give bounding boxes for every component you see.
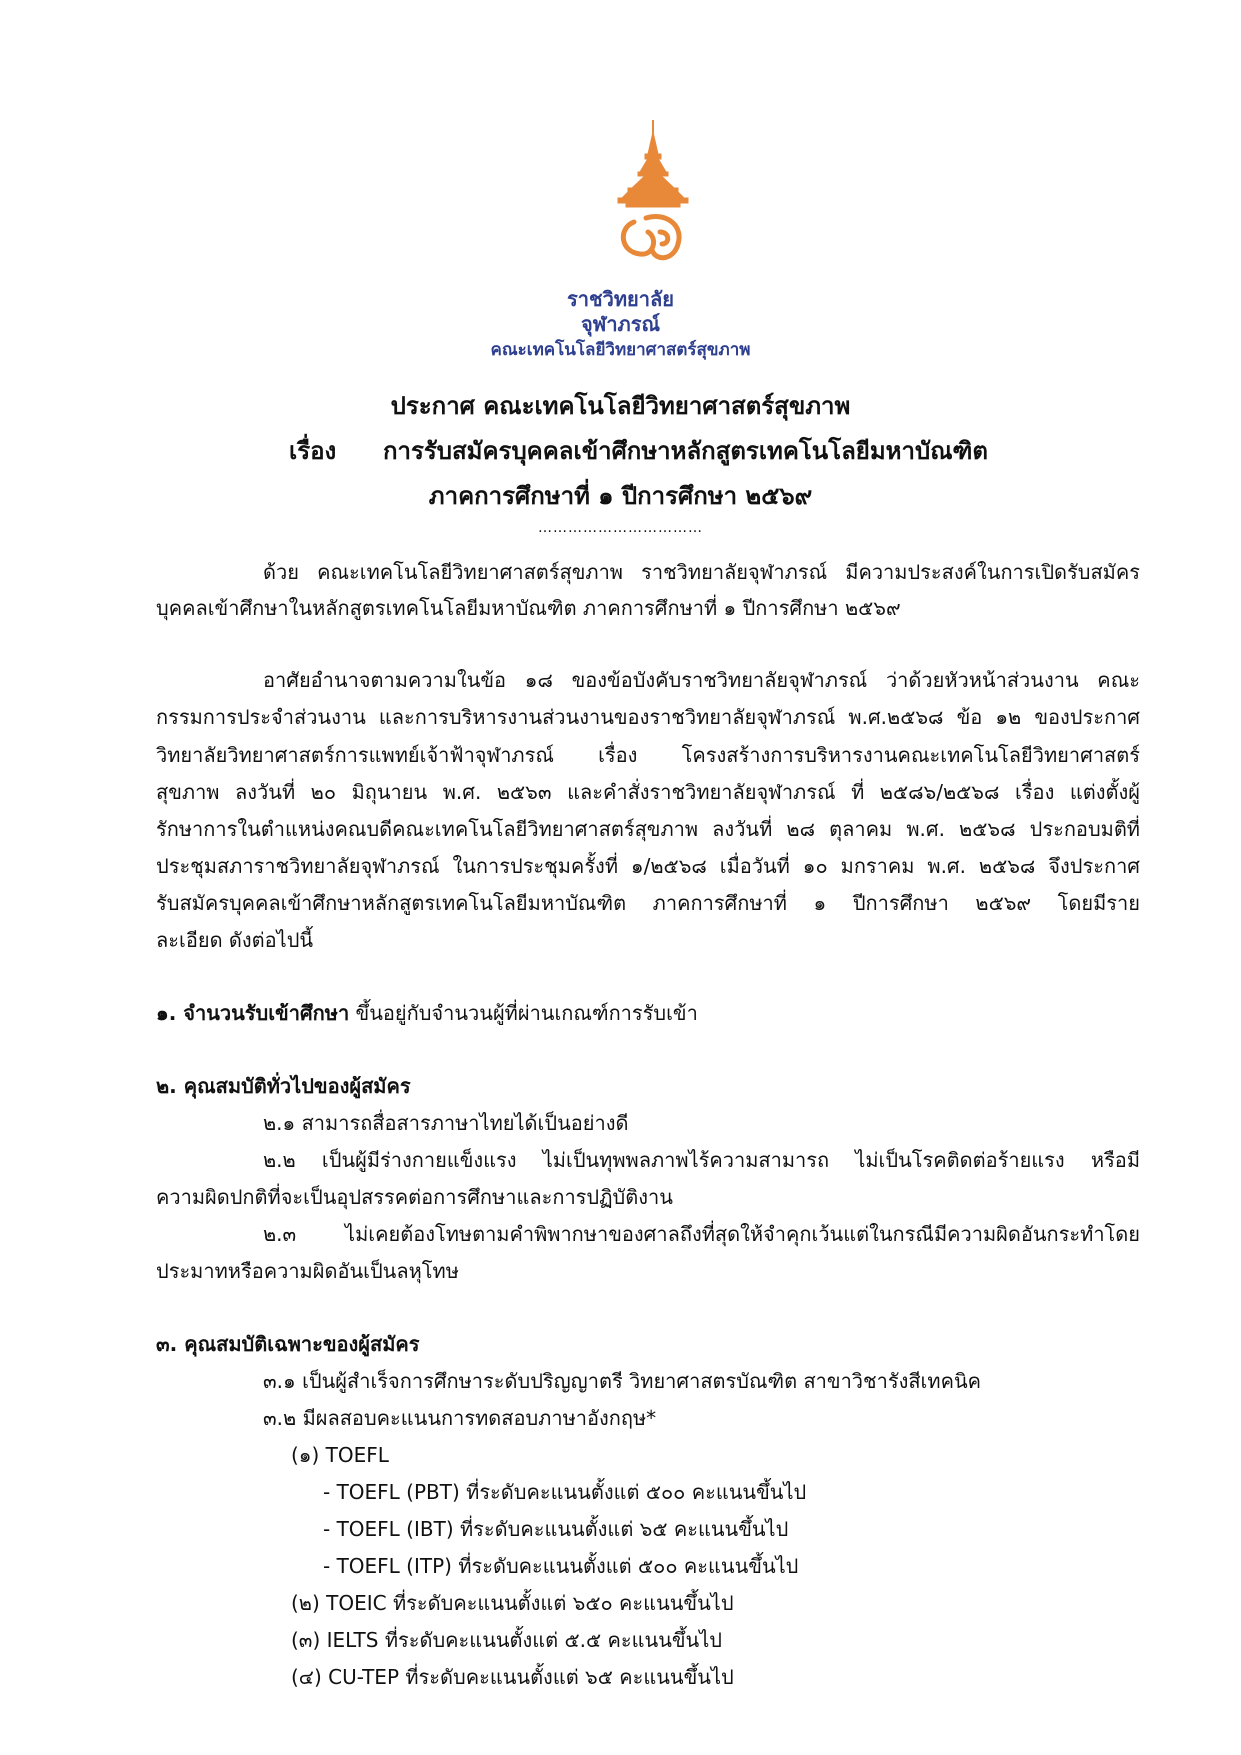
authority-line: ละเอียด ดังต่อไปนี้ (156, 928, 314, 952)
section2-item: ๒.๑ สามารถสื่อสารภาษาไทยได้เป็นอย่างดี (263, 1111, 629, 1135)
section2-item: ๒.๓ ไม่เคยต้องโทษตามคำพิพากษาของศาลถึงที่สุดให้จำคุกเว้นแต่ในกรณีมีความผิดอันกระทำโดย (263, 1222, 1140, 1246)
authority-line: รักษาการในตำแหน่งคณบดีคณะเทคโนโลยีวิทยาศาสตร์สุขภาพ ลงวันที่ ๒๘ ตุลาคม พ.ศ. ๒๕๖๘ ประกอบมติที่ (156, 817, 1140, 841)
section1 (156, 998, 698, 1028)
announcement-subject: การรับสมัครบุคคลเข้าศึกษาหลักสูตรเทคโนโลยีมหาบัณฑิต (383, 437, 988, 465)
section3-heading: ๓. คุณสมบัติเฉพาะของผู้สมัคร (156, 1332, 420, 1356)
academic-term: ภาคการศึกษาที่ ๑ ปีการศึกษา ๒๕๖๙ (428, 482, 813, 510)
authority-line: สุขภาพ ลงวันที่ ๒๐ มิถุนายน พ.ศ. ๒๕๖๓ และคำสั่งราชวิทยาลัยจุฬาภรณ์ ที่ ๒๕๘๖/๒๕๖๘ เรื่อง แต่งตั้งผู้ (156, 780, 1140, 804)
ielts: (๓) IELTS ที่ระดับคะแนนตั้งแต่ ๕.๕ คะแนนขึ้นไป (291, 1628, 722, 1652)
toefl-itp: - TOEFL (ITP) ที่ระดับคะแนนตั้งแต่ ๕๐๐ คะแนนขึ้นไป (323, 1554, 799, 1578)
cu-tep: (๔) CU-TEP ที่ระดับคะแนนตั้งแต่ ๖๕ คะแนนขึ้นไป (291, 1665, 734, 1689)
section3-item: ๓.๑ เป็นผู้สำเร็จการศึกษาระดับปริญญาตรี วิทยาศาสตรบัณฑิต สาขาวิชารังสีเทคนิค (263, 1369, 982, 1393)
intro-line: ด้วย คณะเทคโนโลยีวิทยาศาสตร์สุขภาพ ราชวิทยาลัยจุฬาภรณ์ มีความประสงค์ในการเปิดรับสมัคร (263, 560, 1140, 584)
authority-line: กรรมการประจำส่วนงาน และการบริหารงานส่วนงานของราชวิทยาลัยจุฬาภรณ์ พ.ศ.๒๕๖๘ ข้อ ๑๒ ของประกาศ (156, 705, 1140, 729)
intro-line: บุคคลเข้าศึกษาในหลักสูตรเทคโนโลยีมหาบัณฑิต ภาคการศึกษาที่ ๑ ปีการศึกษา ๒๕๖๙ (156, 596, 901, 620)
toefl-pbt: - TOEFL (PBT) ที่ระดับคะแนนตั้งแต่ ๕๐๐ คะแนนขึ้นไป (323, 1480, 807, 1504)
announcement-title: ประกาศ คณะเทคโนโลยีวิทยาศาสตร์สุขภาพ (390, 392, 851, 420)
heading-divider: …………………………… (538, 520, 703, 536)
section1-text: ขึ้นอยู่กับจำนวนผู้ที่ผ่านเกณฑ์การรับเข้า (355, 1001, 698, 1025)
toefl-heading: (๑) TOEFL (291, 1443, 389, 1467)
section1-heading: ๑. จำนวนรับเข้าศึกษา (156, 1001, 350, 1025)
section2-item: ๒.๒ เป็นผู้มีร่างกายแข็งแรง ไม่เป็นทุพพลภาพไร้ความสามารถ ไม่เป็นโรคติดต่อร้ายแรง หรือมี (263, 1148, 1140, 1172)
section2-item: ประมาทหรือความผิดอันเป็นลหุโทษ (156, 1259, 459, 1283)
authority-line: รับสมัครบุคคลเข้าศึกษาหลักสูตรเทคโนโลยีมหาบัณฑิต ภาคการศึกษาที่ ๑ ปีการศึกษา ๒๕๖๙ โดยมีราย (156, 891, 1140, 915)
authority-line: ประชุมสภาราชวิทยาลัยจุฬาภรณ์ ในการประชุมครั้งที่ ๑/๒๕๖๘ เมื่อวันที่ ๑๐ มกราคม พ.ศ. ๒๕๖๘ จึงประกาศ (156, 854, 1140, 878)
authority-line: วิทยาลัยวิทยาศาสตร์การแพทย์เจ้าฟ้าจุฬาภรณ์ เรื่อง โครงสร้างการบริหารงานคณะเทคโนโลยีวิทยาศาสตร์ (156, 743, 1140, 767)
subject-label: เรื่อง (289, 437, 337, 465)
section3-item: ๓.๒ มีผลสอบคะแนนการทดสอบภาษาอังกฤษ* (263, 1406, 657, 1430)
logo-college-name-line2: จุฬาภรณ์ (580, 312, 661, 336)
toeic: (๒) TOEIC ที่ระดับคะแนนตั้งแต่ ๖๕๐ คะแนนขึ้นไป (291, 1591, 734, 1615)
section2-item: ความผิดปกติที่จะเป็นอุปสรรคต่อการศึกษาและการปฏิบัติงาน (156, 1185, 673, 1209)
authority-line: อาศัยอำนาจตามความในข้อ ๑๘ ของข้อบังคับราชวิทยาลัยจุฬาภรณ์ ว่าด้วยหัวหน้าส่วนงาน คณะ (263, 668, 1140, 692)
logo-college-name-line1: ราชวิทยาลัย (567, 287, 674, 311)
pagoda-crest-icon (612, 120, 694, 270)
toefl-ibt: - TOEFL (IBT) ที่ระดับคะแนนตั้งแต่ ๖๕ คะแนนขึ้นไป (323, 1517, 789, 1541)
logo-faculty-name: คณะเทคโนโลยีวิทยาศาสตร์สุขภาพ (490, 340, 751, 360)
section2-heading: ๒. คุณสมบัติทั่วไปของผู้สมัคร (156, 1074, 411, 1098)
